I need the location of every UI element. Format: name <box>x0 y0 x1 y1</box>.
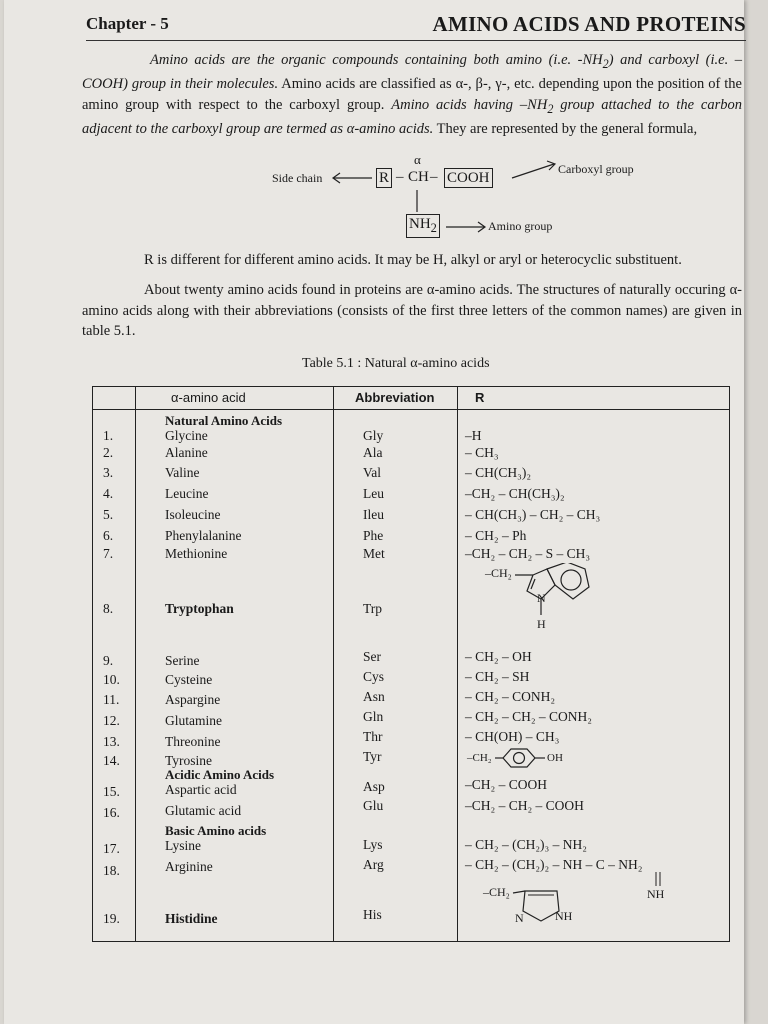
col-header-r: R <box>475 390 485 405</box>
row-num: 5. <box>103 507 114 522</box>
row-r: – CH₂ – SH <box>465 669 530 684</box>
col-header-acid: α-amino acid <box>171 390 246 405</box>
row-num: 10. <box>103 672 120 687</box>
right-arrow-icon <box>444 220 488 234</box>
row-r: – CH₂ – Ph <box>465 528 527 543</box>
cooh-box: COOH <box>444 168 493 188</box>
row-name: Cysteine <box>165 672 213 687</box>
row-abbr: Gly <box>363 428 384 443</box>
row-num: 2. <box>103 445 114 460</box>
row-r: – CH₂ – (CH₂)₃ – NH₂ <box>465 837 587 852</box>
row-name: Lysine <box>165 838 201 853</box>
row-abbr: Leu <box>363 486 384 501</box>
row-r: –CH₂ – CH(CH₃)₂ <box>465 486 565 501</box>
left-arrow-icon <box>330 170 374 186</box>
alpha-label: α <box>414 152 421 167</box>
intro-s1: Amino acids are the organic compounds containing both amino (i.e. -NH <box>150 52 603 68</box>
table-intro-paragraph: About twenty amino acids found in proteins are α-amino acids. The structures of naturally occuring α-amino acids along with their abbreviations (consists of the first three letters of the common names) are given in table 5.1. <box>82 282 742 339</box>
table-header <box>93 387 729 410</box>
row-r: – CH₂ – (CH₂)₂ – NH – C – NH₂ <box>465 857 643 872</box>
general-formula <box>234 152 694 248</box>
r-group-paragraph: R is different for different amino acids. It may be H, alkyl or aryl or heterocyclic substituent. <box>144 252 682 268</box>
arg-nh: NH <box>647 887 665 901</box>
row-name: Serine <box>165 653 200 668</box>
row-r: – CH₂ – CH₂ – CONH₂ <box>465 709 593 724</box>
row-abbr: Glu <box>363 798 384 813</box>
row-r: –H <box>465 428 482 443</box>
row-name: Aspartic acid <box>165 782 237 797</box>
page-header <box>86 12 746 41</box>
row-abbr: Tyr <box>363 749 382 764</box>
row-r: – CH(CH₃) – CH₂ – CH₃ <box>465 507 601 522</box>
row-num: 9. <box>103 653 114 668</box>
textbook-page <box>4 0 744 1024</box>
intro-s4: Amino acids having –NH <box>391 96 548 113</box>
row-num: 12. <box>103 713 120 728</box>
row-abbr: Phe <box>363 528 384 543</box>
trp-n: N <box>537 591 546 605</box>
group-basic: Basic Amino acids <box>165 823 267 838</box>
row-abbr: Trp <box>363 601 383 616</box>
row-r: –CH₂ – COOH <box>465 777 547 792</box>
side-chain-label: Side chain <box>272 171 323 185</box>
tyr-oh: OH <box>547 752 563 764</box>
row-abbr: Thr <box>363 729 383 744</box>
row-abbr: Cys <box>363 669 385 684</box>
row-name: Arginine <box>165 859 213 874</box>
row-abbr: His <box>363 907 382 922</box>
row-num: 17. <box>103 841 120 856</box>
intro-s6: They are represented by the general formula, <box>433 121 698 138</box>
col-divider-3 <box>457 387 458 941</box>
row-abbr: Val <box>363 465 381 480</box>
intro-paragraph <box>82 50 742 140</box>
row-name: Isoleucine <box>165 507 221 522</box>
row-num: 19. <box>103 911 120 926</box>
row-abbr: Ser <box>363 649 381 664</box>
row-num: 13. <box>103 734 120 749</box>
group-natural: Natural Amino Acids <box>165 413 283 428</box>
col-header-abbr: Abbreviation <box>355 390 435 405</box>
right-arrow-up-icon <box>510 158 560 182</box>
row-r: – CH₂ – OH <box>465 649 532 664</box>
row-abbr: Gln <box>363 709 384 724</box>
group-acidic: Acidic Amino Acids <box>165 767 275 782</box>
row-name: Glutamic acid <box>165 803 242 818</box>
row-num: 6. <box>103 528 114 543</box>
intro-s3: Amino acids are classified as α-, β-, γ-, etc. depending upon the position of the amino group with respect to the carboxyl group. <box>82 76 742 113</box>
nh2-text: NH <box>409 216 431 232</box>
row-name: Alanine <box>165 445 208 460</box>
tyrosine-structure <box>467 747 597 769</box>
row-abbr: Lys <box>363 837 383 852</box>
row-name: Glutamine <box>165 713 222 728</box>
chapter-label: Chapter - 5 <box>86 14 169 33</box>
row-abbr: Ala <box>363 445 383 460</box>
nh2-box <box>406 214 440 238</box>
col-divider-1 <box>135 387 136 941</box>
his-n: N <box>515 911 524 925</box>
ch-label: CH <box>408 169 429 185</box>
row-num: 15. <box>103 784 120 799</box>
histidine-structure <box>469 881 589 937</box>
intro-s5: group attached to the carbon adjacent to the carboxyl group are termed as α-amino acids. <box>82 96 742 138</box>
row-name: Aspargine <box>165 692 221 707</box>
amino-group-label: Amino group <box>488 219 553 233</box>
row-abbr: Met <box>363 546 385 561</box>
row-num: 1. <box>103 428 114 443</box>
trp-h: H <box>537 617 546 631</box>
row-abbr: Asp <box>363 779 385 794</box>
vertical-bond <box>414 188 420 214</box>
row-name: Glycine <box>165 428 208 443</box>
row-name: Methionine <box>165 546 228 561</box>
table-caption: Table 5.1 : Natural α-amino acids <box>302 356 490 371</box>
formula-dash-1: – <box>396 169 404 185</box>
row-r: – CH(CH₃)₂ <box>465 465 532 480</box>
his-nh: NH <box>555 909 573 923</box>
row-name: Threonine <box>165 734 221 749</box>
row-num: 14. <box>103 753 120 768</box>
row-name: Tyrosine <box>165 753 213 768</box>
row-name: Histidine <box>165 911 218 926</box>
row-r: – CH₃ <box>465 445 499 460</box>
row-num: 3. <box>103 465 114 480</box>
nh2-sub: 2 <box>430 221 437 235</box>
row-name: Leucine <box>165 486 209 501</box>
row-num: 7. <box>103 546 114 561</box>
row-abbr: Arg <box>363 857 384 872</box>
arginine-double-bond <box>653 871 663 887</box>
chapter-title: AMINO ACIDS AND PROTEINS <box>432 12 746 36</box>
trp-ch2: –CH₂ <box>485 566 512 580</box>
row-name: Phenylalanine <box>165 528 242 543</box>
row-num: 11. <box>103 692 120 707</box>
row-abbr: Asn <box>363 689 385 704</box>
his-ch2: –CH₂ <box>483 885 510 899</box>
formula-dash-2: – <box>430 169 438 185</box>
row-abbr: Ileu <box>363 507 384 522</box>
intro-s4-sub: 2 <box>547 101 554 116</box>
tryptophan-structure <box>469 563 619 643</box>
tyr-ch2: –CH₂ <box>467 752 492 764</box>
r-group-box: R <box>376 168 392 188</box>
row-r: – CH₂ – CONH₂ <box>465 689 556 704</box>
row-r: – CH(OH) – CH₃ <box>465 729 560 744</box>
amino-acid-table <box>92 386 730 942</box>
col-divider-2 <box>333 387 334 941</box>
row-num: 4. <box>103 486 114 501</box>
row-num: 16. <box>103 805 120 820</box>
intro-s2: ) and carboxyl (i.e. –COOH) group in their molecules. <box>82 52 742 93</box>
row-r: –CH₂ – CH₂ – COOH <box>465 798 584 813</box>
row-num: 8. <box>103 601 114 616</box>
row-name: Valine <box>165 465 200 480</box>
row-name: Tryptophan <box>165 601 234 616</box>
row-num: 18. <box>103 863 120 878</box>
row-r: –CH₂ – CH₂ – S – CH₃ <box>465 546 591 561</box>
carboxyl-group-label: Carboxyl group <box>558 162 634 176</box>
intro-s1-sub: 2 <box>602 56 609 71</box>
